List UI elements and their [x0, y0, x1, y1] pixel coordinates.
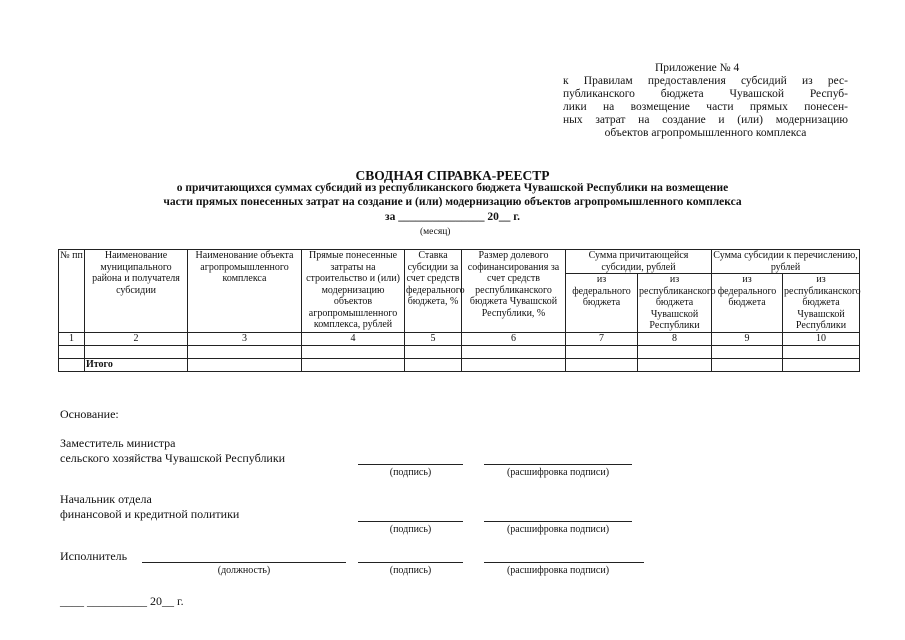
- decoding-line[interactable]: [484, 562, 644, 563]
- appendix-line: к Правилам предоставления субсидий из рес-: [563, 75, 848, 87]
- decoding-line[interactable]: [484, 521, 632, 522]
- appendix-line: ных затрат на создание и (или) модернизацию: [563, 114, 848, 126]
- document-subtitle: части прямых понесенных затрат на создание и (или) модернизацию объектов агропромышленного комплекса: [163, 196, 742, 208]
- table-cell[interactable]: [712, 345, 783, 358]
- header-cell: из федерального бюджета: [566, 274, 638, 333]
- table-cell[interactable]: [188, 345, 302, 358]
- header-cell: Наименование объекта агропромышленного комплекса: [188, 250, 302, 333]
- decoding-line[interactable]: [484, 464, 632, 465]
- table-cell[interactable]: [405, 358, 462, 371]
- column-number: 1: [59, 332, 85, 345]
- signature-caption: (подпись): [389, 524, 432, 535]
- column-number: 4: [302, 332, 405, 345]
- period-line: за _______________ 20__ г.: [384, 211, 521, 223]
- column-number: 10: [783, 332, 860, 345]
- column-number: 2: [85, 332, 188, 345]
- header-cell: из федерального бюджета: [712, 274, 783, 333]
- header-cell: Прямые понесенные затраты на строительство и (или) модернизацию объектов агропромышленного комплекса, рублей: [302, 250, 405, 333]
- table-cell[interactable]: [405, 345, 462, 358]
- table-cell[interactable]: [783, 358, 860, 371]
- decoding-caption: (расшифровка подписи): [506, 524, 610, 535]
- position-line[interactable]: [142, 562, 346, 563]
- decoding-caption: (расшифровка подписи): [506, 467, 610, 478]
- header-cell: Сумма субсидии к перечислению, рублей: [713, 250, 858, 273]
- table-cell[interactable]: [783, 345, 860, 358]
- decoding-caption: (расшифровка подписи): [506, 565, 610, 576]
- column-number: 5: [405, 332, 462, 345]
- header-cell: Ставка субсидии за счет средств федерального бюджета, %: [405, 250, 462, 333]
- signature-line[interactable]: [358, 562, 463, 563]
- table-header-row: [59, 250, 860, 274]
- appendix-block: [563, 62, 848, 140]
- table-cell[interactable]: [302, 358, 405, 371]
- header-cell: Наименование муниципального района и получателя субсидии: [85, 250, 188, 333]
- table-cell[interactable]: [188, 358, 302, 371]
- deputy-title: сельского хозяйства Чувашской Республики: [60, 451, 286, 465]
- total-label: Итого: [85, 358, 188, 371]
- appendix-line: публиканского бюджета Чувашской Респуб-: [563, 88, 848, 100]
- column-number: 6: [462, 332, 566, 345]
- total-row: [59, 358, 860, 371]
- table-cell[interactable]: [302, 345, 405, 358]
- appendix-line: объектов агропромышленного комплекса: [604, 127, 807, 139]
- column-number: 8: [638, 332, 712, 345]
- appendix-line: лики на возмещение части прямых понесен-: [563, 101, 848, 113]
- registry-table: [58, 249, 860, 372]
- header-cell: Размер долевого софинансирования за счет средств республиканского бюджета Чувашской Республики, %: [462, 250, 566, 333]
- signature-caption: (подпись): [389, 565, 432, 576]
- signature-line[interactable]: [358, 521, 463, 522]
- table-cell[interactable]: [566, 358, 638, 371]
- column-number: 9: [712, 332, 783, 345]
- basis-label: Основание:: [60, 407, 119, 421]
- table-cell[interactable]: [566, 345, 638, 358]
- table-cell[interactable]: [462, 358, 566, 371]
- table-cell[interactable]: [638, 358, 712, 371]
- position-caption: (должность): [217, 565, 271, 576]
- table-cell[interactable]: [59, 345, 85, 358]
- header-cell: № пп: [59, 250, 85, 333]
- head-title: Начальник отдела: [60, 492, 152, 506]
- table-cell[interactable]: [85, 345, 188, 358]
- header-cell: из республиканского бюджета Чувашской Республики: [639, 274, 716, 331]
- document-subtitle: о причитающихся суммах субсидий из республиканского бюджета Чувашской Республики на возмещение: [176, 182, 729, 194]
- appendix-number: Приложение № 4: [655, 62, 740, 74]
- table-cell[interactable]: [638, 345, 712, 358]
- column-number-row: [59, 332, 860, 345]
- deputy-title: Заместитель министра: [60, 436, 176, 450]
- date-line: ____ __________ 20__ г.: [60, 594, 184, 608]
- signature-caption: (подпись): [389, 467, 432, 478]
- head-title: финансовой и кредитной политики: [60, 507, 240, 521]
- executor-label: Исполнитель: [60, 549, 128, 563]
- signature-line[interactable]: [358, 464, 463, 465]
- document-title: СВОДНАЯ СПРАВКА-РЕЕСТР: [355, 168, 550, 183]
- month-caption: (месяц): [420, 227, 451, 237]
- header-cell: Сумма причитающейся субсидии, рублей: [566, 250, 712, 274]
- table-cell[interactable]: [59, 358, 85, 371]
- table-row: [59, 345, 860, 358]
- header-cell: из республиканского бюджета Чувашской Республики: [784, 274, 861, 331]
- table-cell[interactable]: [462, 345, 566, 358]
- table-cell[interactable]: [712, 358, 783, 371]
- column-number: 3: [188, 332, 302, 345]
- column-number: 7: [566, 332, 638, 345]
